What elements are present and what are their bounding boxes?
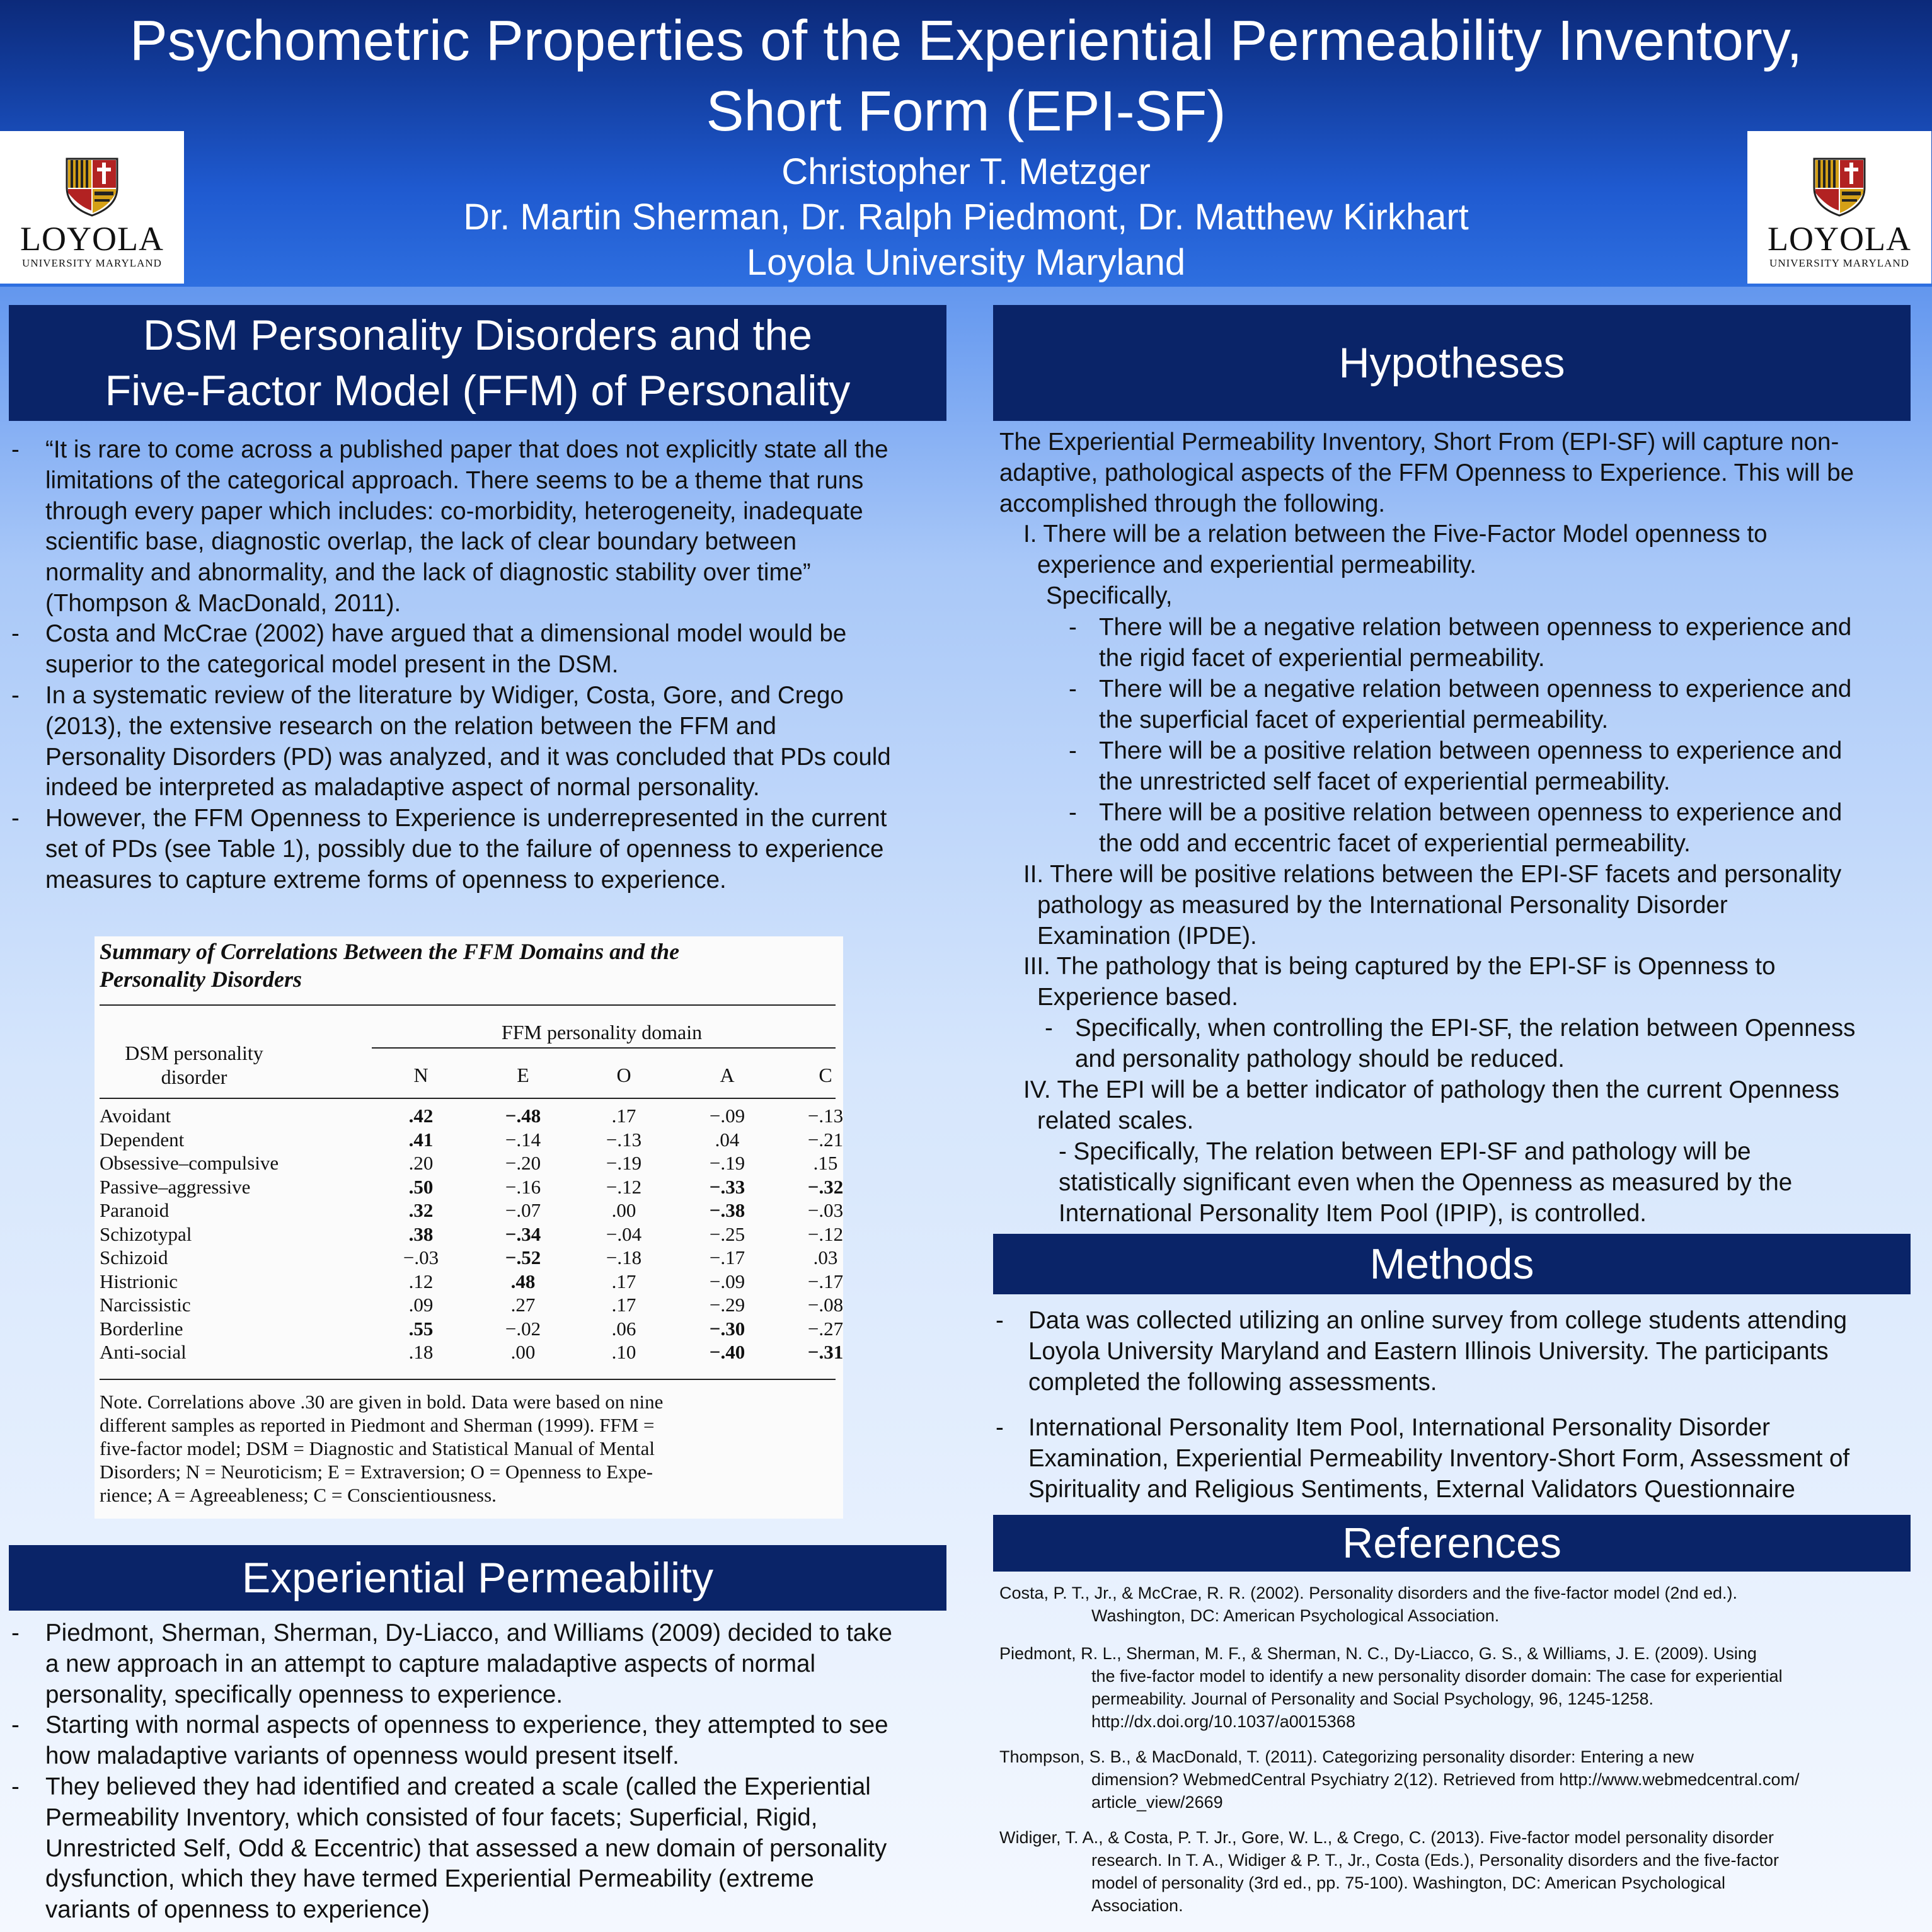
table-row-label: Anti-social <box>100 1341 187 1363</box>
logo-subtitle: UNIVERSITY MARYLAND <box>22 257 162 269</box>
table-cell: −.12 <box>606 1175 642 1198</box>
table-cell: −.08 <box>807 1294 844 1316</box>
table-row-label: Avoidant <box>100 1105 171 1127</box>
table-row-label: Dependent <box>100 1128 185 1151</box>
table-row <box>100 1104 844 1128</box>
reference-item: Widiger, T. A., & Costa, P. T. Jr., Gore, W. L., & Crego, C. (2013). Five-factor model personality disorder research. In T. A., Widiger & P. T., Jr., Costa (Eds.), Personality disorders and the five-factor model of personality (3rd ed., pp. 75-100). Washington, DC: American Psychological Association. <box>999 1828 1779 1915</box>
bullet-line: set of PDs (see Table 1), possibly due to the failure of openness to experience <box>45 835 884 863</box>
table-cell: .20 <box>408 1152 434 1174</box>
dsm-section-heading <box>9 305 946 421</box>
logo-wordmark: LOYOLA <box>1768 220 1911 258</box>
bullet-line: However, the FFM Openness to Experience is underrepresented in the current <box>45 805 887 832</box>
table-cell: .03 <box>813 1246 838 1268</box>
table-row-label: Borderline <box>100 1317 183 1340</box>
table-cell: −.25 <box>709 1222 745 1245</box>
hypothesis-2: II. There will be positive relations between the EPI-SF facets and personality pathology as measured by the International Personality Disorder Examination (IPDE). <box>1023 861 1842 950</box>
bullet-line: Starting with normal aspects of openness to experience, they attempted to see <box>45 1711 888 1739</box>
table-cell: −.18 <box>606 1246 642 1268</box>
table-cell: −.03 <box>403 1246 439 1268</box>
dsm-bullet: - “It is rare to come across a published paper that does not explicitly state all the limitations of the categorical approach. There seems to be a theme that runs through every paper which includes: co-morbidity, heterogeneity, inadequate scientific base, diagnostic overlap, the lack of clear boundary between normality and abnormality, and the lack of diagnostic stability over time” (Thompson & MacDonald, 2011). <box>11 435 950 619</box>
shield-crest-icon <box>1808 155 1871 218</box>
methods-section-heading: Methods <box>993 1234 1911 1294</box>
table-cell: .42 <box>408 1105 434 1127</box>
table-cell: .17 <box>611 1105 636 1127</box>
experiential-bullet: - Starting with normal aspects of openness to experience, they attempted to see how maladaptive variants of openness would present itself. <box>11 1710 950 1772</box>
table-cell: .18 <box>408 1341 434 1363</box>
shield-crest-icon <box>60 155 124 218</box>
table-row <box>100 1246 837 1270</box>
table-note: Note. Correlations above .30 are given in bold. Data were based on nine different samples as reported in Piedmont and Sherman (1999). FFM = five-factor model; DSM = Diagnostic and Statistical Manual of Mental Disorders; N = Neuroticism; E = Extraversion; O = Openness to Expe- rience; A = Agreeableness; C = Conscientiousness. <box>100 1391 664 1506</box>
bullet-line: (Thompson & MacDonald, 2011). <box>45 589 401 617</box>
table-cell: .17 <box>611 1294 636 1316</box>
table-cell: .55 <box>408 1317 434 1340</box>
table-cell: −.12 <box>807 1222 844 1245</box>
table-cell: .12 <box>408 1270 434 1292</box>
hypothesis-1: I. There will be a relation between the Five-Factor Model openness to experience and experiential permeability. Specifically, <box>1023 520 1768 609</box>
experiential-bullet: - Piedmont, Sherman, Sherman, Dy-Liacco, and Williams (2009) decided to take a new approach in an attempt to capture maladaptive aspects of normal personality, specifically openness to experience. <box>11 1618 950 1710</box>
table-row <box>100 1222 844 1246</box>
table-cell: −.09 <box>709 1270 745 1292</box>
bullet-line: In a systematic review of the literature by Widiger, Costa, Gore, and Crego <box>45 682 844 709</box>
table-row-label: Obsessive–compulsive <box>100 1152 279 1174</box>
bullet-line: Unrestricted Self, Odd & Eccentric) that assessed a new domain of personality <box>45 1834 887 1862</box>
hypotheses-section-heading: Hypotheses <box>993 305 1911 421</box>
hypothesis-3: III. The pathology that is being captured by the EPI-SF is Openness to Experience based. <box>1023 953 1776 1011</box>
table-cell: −.13 <box>807 1105 844 1127</box>
bullet-line: superior to the categorical model present in the DSM. <box>45 650 619 678</box>
table-cell: −.19 <box>709 1152 745 1174</box>
bullet-line: (2013), the extensive research on the relation between the FFM and <box>45 712 776 740</box>
table-cell: −.21 <box>807 1128 844 1151</box>
hypothesis-4: IV. The EPI will be a better indicator of pathology then the current Openness related scales. <box>1023 1076 1839 1134</box>
bullet-line: They believed they had identified and created a scale (called the Experiential <box>45 1773 871 1800</box>
experiential-section-heading: Experiential Permeability <box>9 1545 946 1611</box>
column-header-e: E <box>517 1064 529 1086</box>
bullet-line: personality, specifically openness to experience. <box>45 1681 563 1708</box>
hypotheses-intro: The Experiential Permeability Inventory, Short From (EPI-SF) will capture non- adaptive, pathological aspects of the FFM Openness to Experience. This will be accomplished through the following. <box>999 428 1854 517</box>
table-cell: .17 <box>611 1270 636 1292</box>
table-row <box>100 1317 844 1341</box>
hypothesis-1-sub: - There will be a negative relation between openness to experience and the superficial facet of experiential permeability. <box>1069 676 1852 733</box>
table-cell: −.03 <box>807 1199 844 1221</box>
table-row-label: Passive–aggressive <box>100 1175 251 1198</box>
table-cell: −.09 <box>709 1105 745 1127</box>
table-row-label: Narcissistic <box>100 1294 191 1316</box>
column-header-a: A <box>720 1064 735 1086</box>
hypothesis-1-sub: - There will be a positive relation between openness to experience and the odd and eccentric facet of experiential permeability. <box>1069 799 1843 857</box>
bullet-line: normality and abnormality, and the lack of diagnostic stability over time” <box>45 559 811 587</box>
methods-bullet: - Data was collected utilizing an online survey from college students attending Loyola University Maryland and Eastern Illinois University. The participants completed the following assessments. <box>996 1307 1848 1396</box>
bullet-line: through every paper which includes: co-morbidity, heterogeneity, inadequate <box>45 497 863 525</box>
table-cell: −.20 <box>505 1152 541 1174</box>
table-cell: −.07 <box>505 1199 541 1221</box>
bullet-line: a new approach in an attempt to capture maladaptive aspects of normal <box>45 1650 816 1677</box>
table-cell: −.19 <box>606 1152 642 1174</box>
table-cell: −.04 <box>606 1222 642 1245</box>
bullet-line: Costa and McCrae (2002) have argued that a dimensional model would be <box>45 620 847 647</box>
experiential-bullet: - They believed they had identified and created a scale (called the Experiential Permeability Inventory, which consisted of four facets; Superficial, Rigid, Unrestricted Self, Odd & Eccentric) that assessed a new domain of personality dysfunction, which they have termed Experiential Permeability (extreme variants of openness to experience) <box>11 1772 950 1926</box>
table-cell: −.16 <box>505 1175 541 1198</box>
bullet-line: dysfunction, which they have termed Experiential Permeability (extreme <box>45 1865 814 1893</box>
author-name: Christopher T. Metzger <box>781 151 1151 192</box>
dsm-bullet: - Costa and McCrae (2002) have argued that a dimensional model would be superior to the categorical model present in the DSM. <box>11 619 950 681</box>
poster-title-line-2: Short Form (EPI-SF) <box>706 80 1226 143</box>
table-cell: −.29 <box>709 1294 745 1316</box>
hypothesis-1-sub: - There will be a positive relation between openness to experience and the unrestricted self facet of experiential permeability. <box>1069 737 1843 795</box>
bullet-line: Personality Disorders (PD) was analyzed, and it was concluded that PDs could <box>45 743 891 771</box>
table-cell: −.48 <box>505 1105 541 1127</box>
table-cell: .32 <box>408 1199 434 1221</box>
table-cell: −.17 <box>807 1270 844 1292</box>
column-header-n: N <box>413 1064 428 1086</box>
bullet-line: limitations of the categorical approach. There seems to be a theme that runs <box>45 466 864 494</box>
table-rule <box>372 1047 836 1049</box>
reference-item: Costa, P. T., Jr., & McCrae, R. R. (2002). Personality disorders and the five-factor model (2nd ed.). Washington, DC: American Psychological Association. <box>999 1584 1738 1625</box>
table-row <box>100 1151 837 1175</box>
bullet-line: Permeability Inventory, which consisted of four facets; Superficial, Rigid, <box>45 1803 818 1831</box>
logo-wordmark: LOYOLA <box>20 220 164 258</box>
ffm-correlation-table <box>95 936 843 1519</box>
table-cell: .00 <box>611 1199 636 1221</box>
table-cell: −.38 <box>709 1199 745 1221</box>
hypothesis-3-sub: - Specifically, when controlling the EPI-SF, the relation between Openness and personality pathology should be reduced. <box>1045 1015 1856 1072</box>
table-row <box>100 1270 844 1294</box>
table-cell: .09 <box>408 1294 434 1316</box>
bullet-line: Piedmont, Sherman, Sherman, Dy-Liacco, and Williams (2009) decided to take <box>45 1619 892 1647</box>
table-rule <box>100 1098 836 1099</box>
coauthor-names: Dr. Martin Sherman, Dr. Ralph Piedmont, Dr. Matthew Kirkhart <box>463 197 1469 238</box>
table-cell: .04 <box>715 1128 740 1151</box>
table-title: Summary of Correlations Between the FFM Domains and the Personality Disorders <box>100 939 680 992</box>
table-rule <box>100 1004 836 1006</box>
table-row <box>100 1128 844 1152</box>
table-cell: .15 <box>813 1152 838 1174</box>
table-cell: −.27 <box>807 1317 844 1340</box>
column-header-c: C <box>819 1064 832 1086</box>
bullet-line: variants of openness to experience) <box>45 1896 430 1924</box>
bullet-line: scientific base, diagnostic overlap, the lack of clear boundary between <box>45 528 797 556</box>
table-cell: −.17 <box>709 1246 745 1268</box>
table-rule <box>100 1379 836 1380</box>
table-cell: −.32 <box>807 1175 844 1198</box>
table-row-header: DSM personality disorder <box>125 1042 263 1088</box>
dsm-bullet: - In a systematic review of the literature by Widiger, Costa, Gore, and Crego (2013), the extensive research on the relation between the FFM and Personality Disorders (PD) was analyzed, and it was concluded that PDs could indeed be interpreted as maladaptive aspect of normal personality. <box>11 681 950 803</box>
table-cell: −.13 <box>606 1128 642 1151</box>
table-domain-header: FFM personality domain <box>501 1021 703 1044</box>
table-cell: −.34 <box>505 1222 541 1245</box>
loyola-logo-left <box>0 131 184 284</box>
table-row-label: Paranoid <box>100 1199 170 1221</box>
table-cell: .41 <box>408 1128 434 1151</box>
hypothesis-1-sub: - There will be a negative relation between openness to experience and the rigid facet of experiential permeability. <box>1069 614 1852 672</box>
table-row <box>100 1175 844 1199</box>
institution-name: Loyola University Maryland <box>746 242 1186 283</box>
poster-title-line-1: Psychometric Properties of the Experiential Permeability Inventory, <box>129 9 1803 72</box>
table-cell: −.52 <box>505 1246 541 1268</box>
reference-item: Thompson, S. B., & MacDonald, T. (2011). Categorizing personality disorder: Entering a new dimension? WebmedCentral Psychiatry 2(12). Retrieved from http://www.webmedcentral.com/ article_view/2669 <box>999 1747 1800 1812</box>
table-cell: −.31 <box>807 1341 844 1363</box>
table-row-label: Schizotypal <box>100 1222 192 1245</box>
table-row-label: Schizoid <box>100 1246 168 1268</box>
table-cell: .48 <box>510 1270 536 1292</box>
loyola-logo-right <box>1747 131 1931 284</box>
bullet-line: indeed be interpreted as maladaptive aspect of normal personality. <box>45 774 760 802</box>
table-cell: .06 <box>611 1317 636 1340</box>
table-cell: −.40 <box>709 1341 745 1363</box>
hypothesis-4-sub: - Specifically, The relation between EPI-SF and pathology will be statistically significant even when the Openness as measured by the International Personality Item Pool (IPIP), is controlled. <box>1059 1138 1793 1227</box>
dsm-bullet: - However, the FFM Openness to Experience is underrepresented in the current set of PDs (see Table 1), possibly due to the failure of openness to experience measures to capture extreme forms of openness to experience. <box>11 803 950 895</box>
table-cell: .27 <box>510 1294 536 1316</box>
dsm-heading-line-2: Five-Factor Model (FFM) of Personality <box>105 367 851 415</box>
table-cell: −.14 <box>505 1128 541 1151</box>
dsm-heading-line-1: DSM Personality Disorders and the <box>142 311 812 359</box>
table-row-label: Histrionic <box>100 1270 178 1292</box>
table-cell: −.33 <box>709 1175 745 1198</box>
table-row <box>100 1199 844 1222</box>
table-cell: −.02 <box>505 1317 541 1340</box>
bullet-line: measures to capture extreme forms of openness to experience. <box>45 866 727 894</box>
bullet-line: how maladaptive variants of openness would present itself. <box>45 1742 679 1769</box>
table-cell: .10 <box>611 1341 636 1363</box>
methods-bullet: - International Personality Item Pool, International Personality Disorder Examination, Experiential Permeability Inventory-Short Form, Assessment of Spirituality and Religious Sentiments, External Validators Questionnaire <box>996 1414 1850 1503</box>
table-cell: −.30 <box>709 1317 745 1340</box>
bullet-line: “It is rare to come across a published paper that does not explicitly state all the <box>45 436 888 463</box>
table-cell: .50 <box>408 1175 434 1198</box>
reference-item: Piedmont, R. L., Sherman, M. F., & Sherman, N. C., Dy-Liacco, G. S., & Williams, J. E. (2009). Using the five-factor model to identify a new personality disorder domain: The case for experiential permeability. Journal of Personality and Social Psychology, 96, 1245-1258. http://dx.doi.org/10.1037/a0015368 <box>999 1644 1783 1731</box>
references-section-heading: References <box>993 1515 1911 1572</box>
table-cell: .00 <box>510 1341 536 1363</box>
logo-subtitle: UNIVERSITY MARYLAND <box>1769 257 1909 269</box>
column-header-o: O <box>616 1064 631 1086</box>
table-row <box>100 1293 844 1317</box>
table-cell: .38 <box>408 1222 434 1245</box>
table-row <box>100 1340 844 1364</box>
